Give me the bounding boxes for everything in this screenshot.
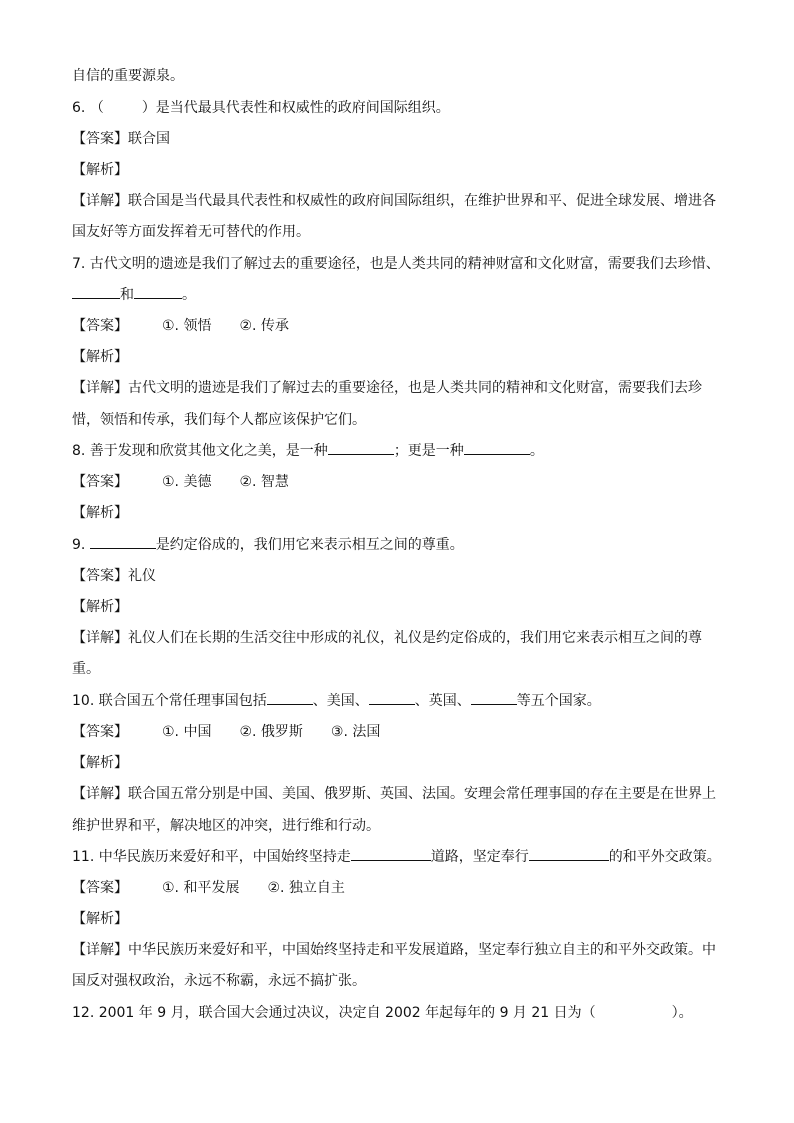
question-8: 8. 善于发现和欣赏其他文化之美，是一种 ；更是一种 。 (72, 443, 544, 459)
fill-blank (369, 691, 415, 705)
detail-11: 【详解】中华民族历来爱好和平，中国始终坚持走和平发展道路，坚定奉行独立自主的和平外交政策。中 (72, 942, 716, 958)
analysis-10: 【解析】 (72, 755, 128, 771)
question-9: 9. 是约定俗成的，我们用它来表示相互之间的尊重。 (72, 537, 464, 553)
analysis-8: 【解析】 (72, 505, 128, 521)
analysis-7: 【解析】 (72, 349, 128, 365)
question-12: 12. 2001 年 9 月，联合国大会通过决议，决定自 2002 年起每年的 9 月 21 日为（ ）。 (72, 1005, 693, 1021)
fill-blank (90, 535, 156, 549)
analysis-6: 【解析】 (72, 162, 128, 178)
detail-7: 【详解】古代文明的遗迹是我们了解过去的重要途径，也是人类共同的精神和文化财富，需要我们去珍 (72, 380, 702, 396)
detail-7-cont: 惜，领悟和传承，我们每个人都应该保护它们。 (72, 412, 366, 428)
answer-8: 【答案】 ①. 美德 ②. 智慧 (72, 474, 289, 490)
fill-blank (267, 691, 313, 705)
fill-blank (134, 285, 182, 299)
analysis-9: 【解析】 (72, 599, 128, 615)
question-11: 11. 中华民族历来爱好和平，中国始终坚持走 道路，坚定奉行 的和平外交政策。 (72, 849, 721, 865)
answer-10: 【答案】 ①. 中国 ②. 俄罗斯 ③. 法国 (72, 724, 381, 740)
question-7-cont: 和 。 (72, 285, 734, 305)
question-7: 7. 古代文明的遗迹是我们了解过去的重要途径，也是人类共同的精神财富和文化财富，需要我们去珍惜、 (72, 256, 720, 272)
detail-9: 【详解】礼仪人们在长期的生活交往中形成的礼仪，礼仪是约定俗成的，我们用它来表示相互之间的尊 (72, 630, 702, 646)
detail-9-cont: 重。 (72, 661, 100, 677)
fill-blank (72, 285, 120, 299)
answer-7: 【答案】 ①. 领悟 ②. 传承 (72, 318, 289, 334)
detail-10: 【详解】联合国五常分别是中国、美国、俄罗斯、英国、法国。安理会常任理事国的存在主要是在世界上 (72, 786, 716, 802)
detail-6-cont: 国友好等方面发挥着无可替代的作用。 (72, 224, 310, 240)
text-line: 自信的重要源泉。 (72, 68, 184, 84)
detail-10-cont: 维护世界和平，解决地区的冲突，进行维和行动。 (72, 818, 380, 834)
answer-11: 【答案】 ①. 和平发展 ②. 独立自主 (72, 880, 345, 896)
fill-blank (529, 847, 609, 861)
fill-blank (464, 441, 530, 455)
answer-6: 【答案】联合国 (72, 131, 170, 147)
fill-blank (471, 691, 517, 705)
detail-11-cont: 国反对强权政治，永远不称霸，永远不搞扩张。 (72, 973, 366, 989)
analysis-11: 【解析】 (72, 911, 128, 927)
fill-blank (351, 847, 431, 861)
answer-9: 【答案】礼仪 (72, 568, 156, 584)
question-6: 6. （ ）是当代最具代表性和权威性的政府间国际组织。 (72, 100, 450, 116)
question-10: 10. 联合国五个常任理事国包括 、美国、 、英国、 等五个国家。 (72, 693, 601, 709)
detail-6: 【详解】联合国是当代最具代表性和权威性的政府间国际组织，在维护世界和平、促进全球发展、增进各 (72, 193, 716, 209)
fill-blank (328, 441, 394, 455)
